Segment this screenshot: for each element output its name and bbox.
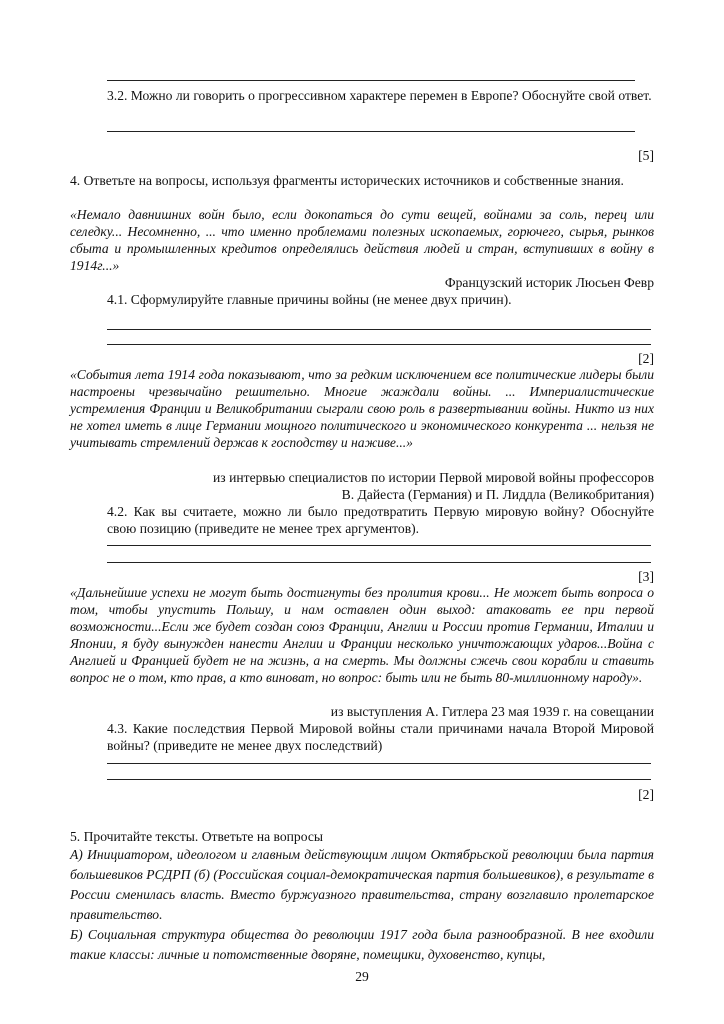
text-a: А) Инициатором, идеологом и главным действующим лицом Октябрьской революции была партия большевиков РСДРП (б) (Российская социал-демократическая партия большевиков), в результате в России сменилась власть. Вместо буржуазного правительства, страну возглавило пролетарское правительство. [70, 847, 654, 922]
source-attribution-3: из выступления А. Гитлера 23 мая 1939 г. на совещании [330, 704, 654, 719]
question-3-2: 3.2. Можно ли говорить о прогрессивном характере перемен в Европе? Обоснуйте свой ответ. [107, 88, 652, 103]
question-5-intro: 5. Прочитайте тексты. Ответьте на вопросы [70, 829, 324, 844]
answer-line [107, 131, 635, 132]
question-4-intro: 4. Ответьте на вопросы, используя фрагменты исторических источников и собственные знания. [70, 173, 624, 188]
text-b: Б) Социальная структура общества до революции 1917 года была разнообразной. В нее входили такие классы: личные и потомственные дворяне, помещики, духовенство, купцы, [70, 927, 654, 962]
score-label: [5] [638, 148, 654, 163]
score-label: [2] [638, 787, 654, 802]
question-4-1: 4.1. Сформулируйте главные причины войны (не менее двух причин). [107, 292, 512, 307]
source-attribution-2-line-1: из интервью специалистов по истории Первой мировой войны профессоров [213, 470, 654, 485]
answer-line [107, 545, 651, 546]
source-attribution-1: Французский историк Люсьен Февр [444, 275, 654, 290]
source-attribution-2-line-2: В. Дайеста (Германия) и П. Лиддла (Великобритания) [341, 487, 654, 502]
question-4-2: 4.2. Как вы считаете, можно ли было предотвратить Первую мировую войну? Обоснуйте свою позицию (приведите не менее трех аргументов). [107, 504, 654, 536]
score-label: [3] [638, 569, 654, 584]
source-quote-2: «События лета 1914 года показывают, что за редким исключением все политические лидеры были настроены чрезвычайно решительно. Многие жаждали войны. ... Империалистические устремления Франции и Великобритании сыграли свою роль в развертывании войны. Никто из них не хотел иметь в лице Германии мощного политического и экономического конкурента ... нельзя не учитывать стремлений держав к господству и наживе...» [70, 367, 654, 450]
answer-line [107, 329, 651, 330]
answer-line [107, 763, 651, 764]
question-4-3: 4.3. Какие последствия Первой Мировой войны стали причинами начала Второй Мировой войны? (приведите не менее двух последствий) [107, 721, 654, 753]
score-label: [2] [638, 351, 654, 366]
source-quote-1: «Немало давнишних войн было, если докопаться до сути вещей, войнами за соль, перец или селедку... Несомненно, ... что именно проблемами полезных ископаемых, горючего, сырья, рынков сбыта и промышленных кредитов определялись действия людей и стран, вступивших в войну в 1914г...» [70, 207, 654, 273]
page-number: 29 [355, 969, 369, 984]
answer-line [107, 562, 651, 563]
source-quote-3: «Дальнейшие успехи не могут быть достигнуты без пролития крови... Не может быть вопроса о том, чтобы упустить Польшу, и нам оставлен один выход: атаковать ее при первой возможности...Если же будет создан союз Франции, Англии и России против Германии, Италии и Японии, я буду вынужден нанести Англии и Франции несколько уничтожающих ударов...Война с Англией и Францией будет не на жизнь, а на смерть. Мы должны сжечь свои корабли и ставить вопрос не о том, кто прав, а кто виноват, но вопрос: быть или не быть 80-миллионному народу». [70, 585, 654, 685]
answer-line [107, 779, 651, 780]
answer-line [107, 344, 651, 345]
answer-line [107, 80, 635, 81]
